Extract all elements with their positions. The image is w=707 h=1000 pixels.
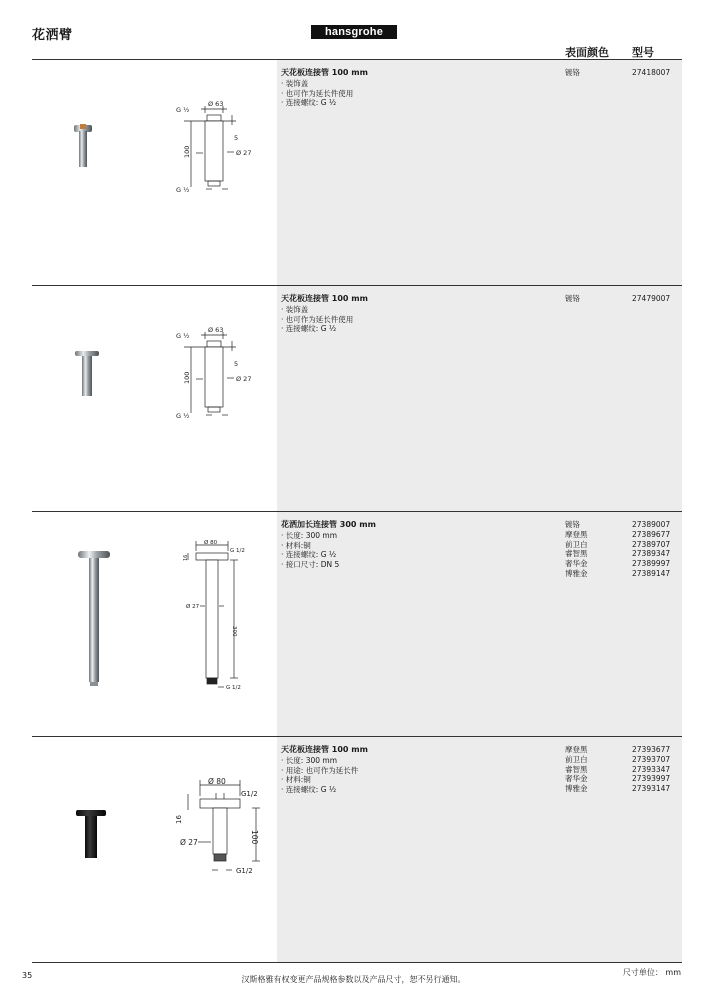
color-item: 前卫白 [565,754,588,764]
model-item: 27393347 [632,764,671,774]
model-item: 27389997 [632,559,671,569]
color-item: 前卫白 [565,539,588,549]
dim-cap: 16 [183,554,189,561]
dim-height: 100 [183,145,191,158]
page-number: 35 [22,971,33,980]
product-name: 天花板连接管 100 mm [281,68,368,77]
model-item: 27389347 [632,549,671,559]
feature-item: · 材料:铜 [281,541,551,551]
column-header-model: 型号 [632,46,654,59]
color-item: 博雅金 [565,568,588,578]
unit-note: 尺寸单位： mm [622,968,681,977]
model-item: 27389677 [632,529,671,539]
feature-item: · 连接螺纹: G ½ [281,324,551,334]
dim-cover: Ø 80 [208,777,226,786]
brand-logo: hansgrohe [311,25,397,39]
column-header-color: 表面颜色 [565,46,609,59]
dim-bottom-thread: G 1/2 [226,685,241,691]
product-name: 花洒加长连接管 300 mm [281,520,376,529]
model-list [632,294,670,304]
dim-height: 100 [250,830,259,845]
dim-cover: Ø 63 [208,326,224,334]
color-item: 奢华金 [565,774,588,784]
dim-height: 300 [231,626,237,637]
model-item: 27389147 [632,568,671,578]
model-item: 27393677 [632,745,671,754]
product-name: 天花板连接管 100 mm [281,745,368,754]
dim-cover: Ø 63 [208,100,224,108]
dim-bottom-thread: G ½ [176,412,190,420]
dim-cap: 5 [234,360,239,368]
technical-drawing-1 [176,95,256,195]
feature-item: · 接口尺寸: DN 5 [281,560,551,570]
product-section-4 [32,736,682,962]
dim-bottom-thread: G1/2 [236,867,253,875]
product-photo-ceiling-arm-chrome [72,347,102,399]
model-list [632,520,670,579]
technical-drawing-3 [182,537,262,697]
color-list [565,68,580,78]
model-item: 27393147 [632,784,671,794]
dim-cover: Ø 80 [204,540,218,546]
footer-divider [32,962,682,963]
color-item: 奢华金 [565,559,588,569]
technical-drawing-4 [175,774,278,884]
product-info [281,294,551,334]
color-item: 镀铬 [565,68,580,77]
product-info [281,745,551,795]
dim-pipe: Ø 27 [236,375,252,383]
model-item: 27393997 [632,774,671,784]
product-name: 天花板连接管 100 mm [281,294,368,303]
feature-item: · 材料:铜 [281,775,551,785]
page-title: 花洒臂 [32,28,73,43]
dim-pipe: Ø 27 [180,838,198,847]
feature-item: · 装饰盖 [281,79,551,89]
model-item: 27389707 [632,539,671,549]
dim-top-thread: G ½ [176,332,190,340]
color-item: 镀铬 [565,520,580,529]
dim-bottom-thread: G ½ [176,186,190,194]
feature-item: · 也可作为延长件使用 [281,89,551,99]
dim-pipe: Ø 27 [236,149,252,157]
model-item: 27479007 [632,294,671,303]
color-item: 摩登黑 [565,529,588,539]
model-item: 27389007 [632,520,671,529]
model-item: 27393707 [632,754,671,764]
feature-item: · 用途: 也可作为延长件 [281,766,551,776]
dim-top-thread: G1/2 [241,790,258,798]
product-section-1 [32,59,682,285]
color-item: 镀铬 [565,294,580,303]
feature-item: · 长度: 300 mm [281,531,551,541]
color-item: 睿智黑 [565,549,588,559]
product-section-2 [32,285,682,511]
color-item: 博雅金 [565,784,588,794]
technical-drawing-2 [176,321,256,421]
color-item: 睿智黑 [565,764,588,774]
model-list [632,745,670,794]
dim-cap: 16 [175,815,183,824]
product-info [281,68,551,108]
product-info [281,520,551,570]
dim-pipe: Ø 27 [186,604,200,610]
product-photo-ceiling-arm-chrome [68,119,98,169]
feature-item: · 连接螺纹: G ½ [281,785,551,795]
feature-item: · 连接螺纹: G ½ [281,550,551,560]
feature-item: · 长度: 300 mm [281,756,551,766]
feature-item: · 也可作为延长件使用 [281,315,551,325]
product-photo-ceiling-arm-black [74,806,108,862]
color-list [565,745,588,794]
dim-height: 100 [183,371,191,384]
dim-cap: 5 [234,134,239,142]
feature-item: · 连接螺纹: G ½ [281,98,551,108]
product-section-3 [32,511,682,737]
dim-top-thread: G ½ [176,106,190,114]
footer-disclaimer: 汉斯格雅有权变更产品规格参数以及产品尺寸，恕不另行通知。 [241,975,466,984]
model-item: 27418007 [632,68,671,77]
dim-top-thread: G 1/2 [230,548,245,554]
color-list [565,520,588,579]
model-list [632,68,670,78]
color-item: 摩登黑 [565,745,588,754]
feature-item: · 装饰盖 [281,305,551,315]
product-photo-extension-arm-chrome [74,549,114,691]
color-list [565,294,580,304]
